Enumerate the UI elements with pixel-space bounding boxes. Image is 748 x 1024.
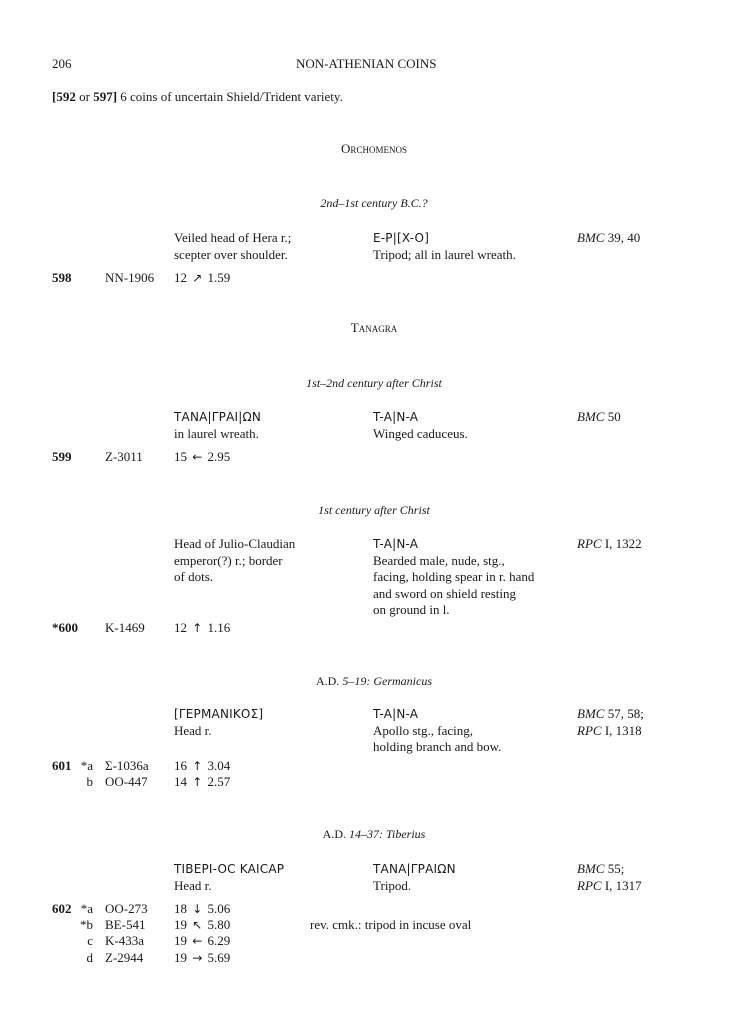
- die-axis-arrow-icon: ←: [192, 934, 203, 948]
- catalogue-number: 601: [52, 758, 72, 773]
- coin-letter: d: [86, 950, 93, 965]
- reference: BMC 55; RPC I, 1317: [577, 861, 642, 893]
- coin-letter: *b: [80, 917, 93, 932]
- obverse-legend: TIBEPI-OC KAICAP: [174, 862, 285, 876]
- reverse-description: T-A|N-A Bearded male, nude, stg., facing, holding spear in r. hand and sword on shield resting on ground in l.: [373, 537, 535, 617]
- die-axis-arrow-icon: ↖: [192, 918, 203, 932]
- obverse-legend: ΤΑΝΑ|ΓΡΑΙ|ΩΝ: [174, 410, 262, 424]
- die-axis-arrow-icon: ↗: [192, 271, 203, 285]
- countermark-note: rev. cmk.: tripod in incuse oval: [310, 917, 472, 932]
- inventory-id: K-1469: [105, 620, 145, 635]
- catalogue-number: 602: [52, 901, 72, 916]
- reference: BMC 39, 40: [577, 230, 641, 245]
- reverse-description: T-A|N-A Winged caduceus.: [373, 410, 468, 441]
- reference: BMC 50: [577, 409, 621, 424]
- die-axis-arrow-icon: ↓: [192, 902, 203, 916]
- coin-measurements: 12 ↑ 1.16: [174, 620, 231, 635]
- period-heading: A.D. 5–19: Germanicus: [316, 674, 432, 688]
- reverse-legend: T-A|N-A: [373, 707, 419, 721]
- obverse-legend: [ΓΕΡΜΑΝΙΚΟΣ]: [174, 707, 264, 721]
- coin-letter: c: [87, 933, 93, 948]
- coin-letter: *a: [80, 901, 93, 916]
- intro-text: 6 coins of uncertain Shield/Trident variety.: [117, 89, 343, 104]
- reverse-legend: T-A|N-A: [373, 537, 419, 551]
- intro-number-b: 597]: [93, 89, 118, 104]
- period-heading: 1st–2nd century after Christ: [306, 376, 442, 390]
- obverse-description: Head of Julio-Claudian emperor(?) r.; border of dots.: [174, 536, 296, 584]
- inventory-id: OO-447: [105, 774, 148, 789]
- inventory-id: K-433a: [105, 933, 144, 948]
- coin-measurements: 12 ↗ 1.59: [174, 270, 231, 285]
- obverse-description: Veiled head of Hera r.; scepter over shoulder.: [174, 230, 292, 262]
- inventory-id: Σ-1036a: [105, 758, 149, 773]
- coin-letter: b: [86, 774, 93, 789]
- running-title: NON-ATHENIAN COINS: [296, 56, 437, 71]
- reverse-legend: ΤΑΝΑ|ΓΡΑΙΩΝ: [373, 862, 456, 876]
- period-heading: 2nd–1st century B.C.?: [320, 196, 428, 210]
- reverse-description: T-A|N-A Apollo stg., facing, holding branch and bow.: [373, 707, 502, 754]
- reverse-legend: E-P|[X-O]: [373, 231, 430, 245]
- inventory-id: Z-3011: [105, 449, 143, 464]
- coin-measurements: 16 ↑ 3.04: [174, 758, 231, 773]
- inventory-id: BE-541: [105, 917, 146, 932]
- obverse-description: TIBEPI-OC KAICAP Head r.: [174, 862, 285, 893]
- reverse-legend: T-A|N-A: [373, 410, 419, 424]
- reverse-description: E-P|[X-O] Tripod; all in laurel wreath.: [373, 231, 516, 262]
- period-heading: A.D. 14–37: Tiberius: [322, 827, 426, 841]
- coin-measurements: 15 ← 2.95: [174, 449, 231, 464]
- die-axis-arrow-icon: →: [192, 951, 203, 965]
- coin-letter: *a: [80, 758, 93, 773]
- period-heading: 1st century after Christ: [318, 503, 430, 517]
- coin-measurements: 19 ↖ 5.80: [174, 917, 231, 932]
- die-axis-arrow-icon: ↑: [192, 621, 203, 635]
- coin-measurements: 18 ↓ 5.06: [174, 901, 231, 916]
- inventory-id: OO-273: [105, 901, 148, 916]
- coin-measurements: 19 ← 6.29: [174, 933, 231, 948]
- die-axis-arrow-icon: ↑: [192, 759, 203, 773]
- inventory-id: NN-1906: [105, 270, 155, 285]
- die-axis-arrow-icon: ↑: [192, 775, 203, 789]
- intro-number-a: [592: [52, 89, 76, 104]
- reference: BMC 57, 58; RPC I, 1318: [577, 706, 644, 738]
- section-heading-tanagra: Tanagra: [350, 320, 398, 335]
- catalogue-number: 599: [52, 449, 72, 464]
- reverse-description: ΤΑΝΑ|ΓΡΑΙΩΝ Tripod.: [373, 862, 456, 893]
- inventory-id: Z-2944: [105, 950, 144, 965]
- reference: RPC I, 1322: [577, 536, 642, 551]
- intro-line: [52, 89, 343, 106]
- page-number: 206: [52, 56, 72, 71]
- die-axis-arrow-icon: ←: [192, 450, 203, 464]
- obverse-description: [ΓΕΡΜΑΝΙΚΟΣ] Head r.: [174, 707, 264, 738]
- catalogue-number: 598: [52, 270, 72, 285]
- coin-measurements: 14 ↑ 2.57: [174, 774, 231, 789]
- catalogue-number: *600: [52, 620, 78, 635]
- coin-measurements: 19 → 5.69: [174, 950, 231, 965]
- section-heading-orchomenos: Orchomenos: [341, 141, 407, 156]
- intro-or: or: [75, 89, 94, 104]
- obverse-description: ΤΑΝΑ|ΓΡΑΙ|ΩΝ in laurel wreath.: [174, 410, 262, 441]
